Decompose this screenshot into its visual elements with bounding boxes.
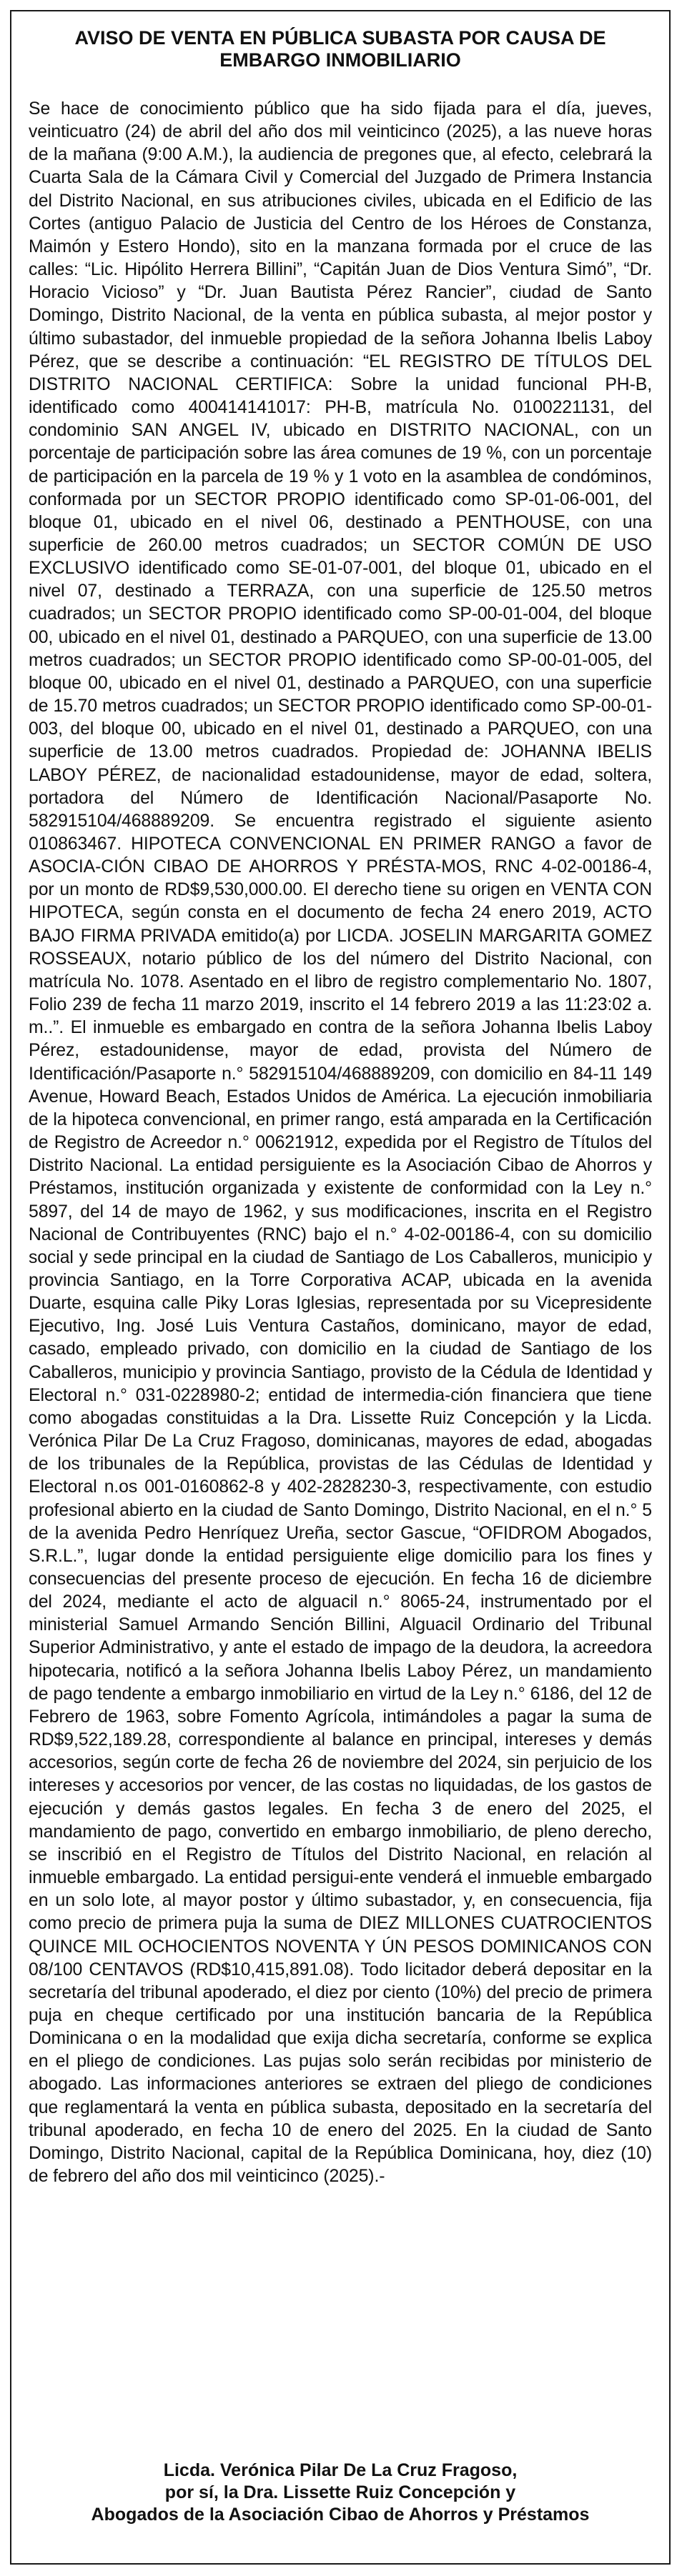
notice-title-line-1: AVISO DE VENTA EN PÚBLICA SUBASTA POR CAUSA DE: [74, 27, 606, 49]
notice-signature: [26, 2460, 655, 2526]
signature-line-1: Licda. Verónica Pilar De La Cruz Fragoso,: [163, 2460, 518, 2480]
notice-body: Se hace de conocimiento público que ha sido fijada para el día, jueves, veinticuatro (24) de abril del año dos mil veinticinco (2025), a las nueve horas de la mañana (9:00 A.M.), la audiencia de pregones que, al efecto, celebrará la Cuarta Sala de la Cámara Civil y Comercial del Juzgado de Primera Instancia del Distrito Nacional, en sus atribuciones civiles, ubicada en el Edificio de las Cortes (antiguo Palacio de Justicia del Centro de los Héroes de Constanza, Maimón y Estero Hondo), sito en la manzana formada por el cruce de las calles: “Lic. Hipólito Herrera Billini”, “Capitán Juan de Dios Ventura Simó”, “Dr. Horacio Vicioso” y “Dr. Juan Bautista Pérez Rancier”, ciudad de Santo Domingo, Distrito Nacional, de la venta en pública subasta, al mejor postor y último subastador, del inmueble propiedad de la señora Johanna Ibelis Laboy Pérez, que se describe a continuación: “EL REGISTRO DE TÍTULOS DEL DISTRITO NACIONAL CERTIFICA: Sobre la unidad funcional PH-B, identificado como 400414141017: PH-B, matrícula No. 0100221131, del condominio SAN ANGEL IV, ubicado en DISTRITO NACIONAL, con un porcentaje de participación sobre las área comunes de 19 %, con un porcentaje de participación en la parcela de 19 % y 1 voto en la asamblea de condóminos, conformada por un SECTOR PROPIO identificado como SP-01-06-001, del bloque 01, ubicado en el nivel 06, destinado a PENTHOUSE, con una superficie de 260.00 metros cuadrados; un SECTOR COMÚN DE USO EXCLUSIVO identificado como SE-01-07-001, del bloque 01, ubicado en el nivel 07, destinado a TERRAZA, con una superficie de 125.50 metros cuadrados; un SECTOR PROPIO identificado como SP-00-01-004, del bloque 00, ubicado en el nivel 01, destinado a PARQUEO, con una superficie de 13.00 metros cuadrados; un SECTOR PROPIO identificado como SP-00-01-005, del bloque 00, ubicado en el nivel 01, destinado a PARQUEO, con una superficie de 15.70 metros cuadrados; un SECTOR PROPIO identificado como SP-00-01-003, del bloque 00, ubicado en el nivel 01, destinado a PARQUEO, con una superficie de 13.00 metros cuadrados. Propiedad de: JOHANNA IBELIS LABOY PÉREZ, de nacionalidad estadounidense, mayor de edad, soltera, portadora del Número de Identificación Nacional/Pasaporte No. 582915104/468889209. Se encuentra registrado el siguiente asiento 010863467. HIPOTECA CONVENCIONAL EN PRIMER RANGO a favor de ASOCIA-CIÓN CIBAO DE AHORROS Y PRÉSTA-MOS, RNC 4-02-00186-4, por un monto de RD$9,530,000.00. El derecho tiene su origen en VENTA CON HIPOTECA, según consta en el documento de fecha 24 enero 2019, ACTO BAJO FIRMA PRIVADA emitido(a) por LICDA. JOSELIN MARGARITA GOMEZ ROSSEAUX, notario público de los del número del Distrito Nacional, con matrícula No. 1078. Asentado en el libro de registro complementario No. 1807, Folio 239 de fecha 11 marzo 2019, inscrito el 14 febrero 2019 a las 11:23:02 a. m..”. El inmueble es embargado en contra de la señora Johanna Ibelis Laboy Pérez, estadounidense, mayor de edad, provista del Número de Identificación/Pasaporte n.° 582915104/468889209, con domicilio en 84-11 149 Avenue, Howard Beach, Estados Unidos de América. La ejecución inmobiliaria de la hipoteca convencional, en primer rango, está amparada en la Certificación de Registro de Acreedor n.° 00621912, expedida por el Registro de Títulos del Distrito Nacional. La entidad persiguiente es la Asociación Cibao de Ahorros y Préstamos, institución organizada y existente de conformidad con la Ley n.° 5897, del 14 de mayo de 1962, y sus modificaciones, inscrita en el Registro Nacional de Contribuyentes (RNC) bajo el n.° 4-02-00186-4, con su domicilio social y sede principal en la ciudad de Santiago de Los Caballeros, municipio y provincia Santiago, en la Torre Corporativa ACAP, ubicada en la avenida Duarte, esquina calle Piky Loras Iglesias, representada por su Vicepresidente Ejecutivo, Ing. José Luis Ventura Castaños, dominicano, mayor de edad, casado, empleado privado, con domicilio en la ciudad de Santiago de los Caballeros, municipio y provincia Santiago, provisto de la Cédula de Identidad y Electoral n.° 031-0228980-2; entidad de intermedia-ción financiera que tiene como abogadas constituidas a la Dra. Lissette Ruiz Concepción y la Licda. Verónica Pilar De La Cruz Fragoso, dominicanas, mayores de edad, abogadas de los tribunales de la República, provistas de las Cédulas de Identidad y Electoral n.os 001-0160862-8 y 402-2828230-3, respectivamente, con estudio profesional abierto en la ciudad de Santo Domingo, Distrito Nacional, en el n.° 5 de la avenida Pedro Henríquez Ureña, sector Gascue, “OFIDROM Abogados, S.R.L.”, lugar donde la entidad persiguiente elige domicilio para los fines y consecuencias del presente proceso de ejecución. En fecha 16 de diciembre del 2024, mediante el acto de alguacil n.° 8065-24, instrumentado por el ministerial Samuel Armando Sención Billini, Alguacil Ordinario del Tribunal Superior Administrativo, y ante el estado de impago de la deudora, la acreedora hipotecaria, notificó a la señora Johanna Ibelis Laboy Pérez, un mandamiento de pago tendente a embargo inmobiliario en virtud de la Ley n.° 6186, del 12 de Febrero de 1963, sobre Fomento Agrícola, intimándoles a pagar la suma de RD$9,522,189.28, correspondiente al balance en principal, intereses y demás accesorios, según corte de fecha 26 de noviembre del 2024, sin perjuicio de los intereses y accesorios por vencer, de las costas no liquidadas, de los gastos de ejecución y demás gastos legales. En fecha 3 de enero del 2025, el mandamiento de pago, convertido en embargo inmobiliario, de pleno derecho, se inscribió en el Registro de Títulos del Distrito Nacional, en relación al inmueble embargado. La entidad persigui-ente venderá el inmueble embargado en un solo lote, al mayor postor y último subastador, y, en consecuencia, fija como precio de primera puja la suma de DIEZ MILLONES CUATROCIENTOS QUINCE MIL OCHOCIENTOS NOVENTA Y ÚN PESOS DOMINICANOS CON 08/100 CENTAVOS (RD$10,415,891.08). Todo licitador deberá depositar en la secretaría del tribunal apoderado, el diez por ciento (10%) del precio de primera puja en cheque certificado por una institución bancaria de la República Dominicana o en la modalidad que exija dicha secretaría, conforme se explica en el pliego de condiciones. Las pujas solo serán recibidas por ministerio de abogado. Las informaciones anteriores se extraen del pliego de condiciones que reglamentará la venta en pública subasta, depositado en la secretaría del tribunal apoderado, en fecha 10 de enero del 2025. En la ciudad de Santo Domingo, Distrito Nacional, capital de la República Dominicana, hoy, diez (10) de febrero del año dos mil veinticinco (2025).-: [29, 99, 652, 2187]
legal-notice: [10, 10, 671, 2565]
notice-title: [54, 27, 626, 71]
notice-title-line-2: EMBARGO INMOBILIARIO: [219, 49, 461, 71]
signature-line-3: Abogados de la Asociación Cibao de Ahorros y Préstamos: [91, 2505, 590, 2525]
signature-line-2: por sí, la Dra. Lissette Ruiz Concepción y: [164, 2482, 516, 2502]
